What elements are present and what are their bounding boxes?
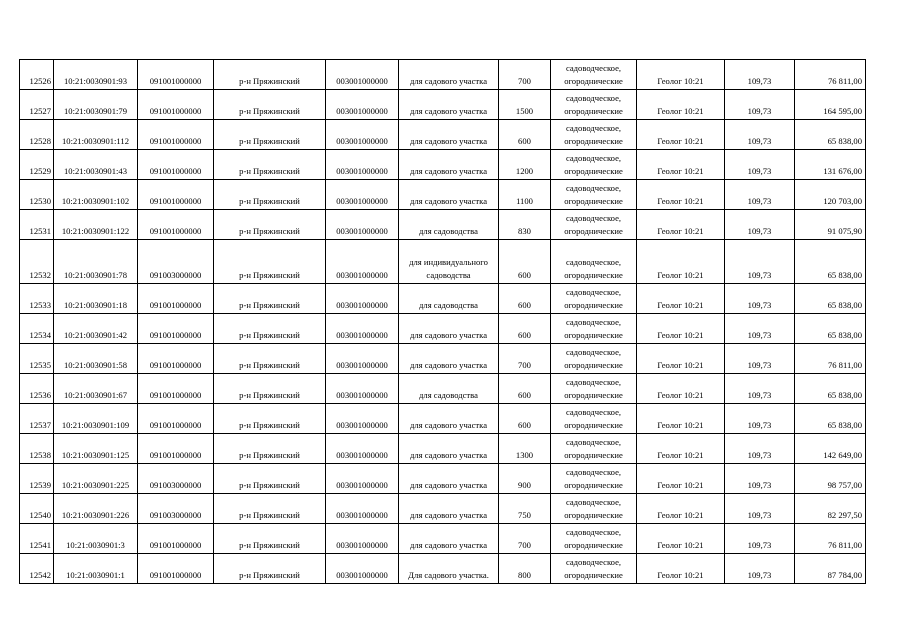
oktmo-code: 003001000000 (326, 314, 399, 344)
area: 1200 (499, 150, 551, 180)
district: р-н Пряжинский (214, 344, 326, 374)
oktmo-code: 003001000000 (326, 434, 399, 464)
table-row (20, 344, 866, 374)
land-category: садоводческое, огороднические (551, 240, 637, 284)
district: р-н Пряжинский (214, 554, 326, 584)
cadastral-value: 82 297,50 (795, 494, 866, 524)
record-number: 12529 (20, 150, 54, 180)
land-category: садоводческое, огороднические (551, 314, 637, 344)
valuation-zone: Геолог 10:21 (637, 524, 725, 554)
specific-value: 109,73 (725, 60, 795, 90)
cadastral-value: 164 595,00 (795, 90, 866, 120)
cadastral-number: 10:21:0030901:58 (54, 344, 138, 374)
table-row (20, 210, 866, 240)
cadastral-value: 65 838,00 (795, 240, 866, 284)
table-row (20, 240, 866, 284)
land-category: садоводческое, огороднические (551, 524, 637, 554)
record-number: 12535 (20, 344, 54, 374)
valuation-zone: Геолог 10:21 (637, 210, 725, 240)
record-number: 12532 (20, 240, 54, 284)
okato-code: 091001000000 (138, 120, 214, 150)
area: 700 (499, 524, 551, 554)
cadastral-number: 10:21:0030901:79 (54, 90, 138, 120)
specific-value: 109,73 (725, 284, 795, 314)
valuation-zone: Геолог 10:21 (637, 464, 725, 494)
land-category: садоводческое, огороднические (551, 494, 637, 524)
table-row (20, 404, 866, 434)
table-row (20, 554, 866, 584)
land-category: садоводческое, огороднические (551, 434, 637, 464)
record-number: 12527 (20, 90, 54, 120)
oktmo-code: 003001000000 (326, 60, 399, 90)
cadastral-value: 65 838,00 (795, 314, 866, 344)
specific-value: 109,73 (725, 120, 795, 150)
land-category: садоводческое, огороднические (551, 344, 637, 374)
district: р-н Пряжинский (214, 60, 326, 90)
area: 600 (499, 404, 551, 434)
table-row (20, 60, 866, 90)
area: 600 (499, 374, 551, 404)
land-category: садоводческое, огороднические (551, 90, 637, 120)
area: 600 (499, 314, 551, 344)
cadastral-value: 98 757,00 (795, 464, 866, 494)
land-category: садоводческое, огороднические (551, 464, 637, 494)
district: р-н Пряжинский (214, 314, 326, 344)
district: р-н Пряжинский (214, 90, 326, 120)
area: 700 (499, 344, 551, 374)
area: 700 (499, 60, 551, 90)
permitted-use: для садового участка (399, 434, 499, 464)
valuation-zone: Геолог 10:21 (637, 314, 725, 344)
cadastral-number: 10:21:0030901:226 (54, 494, 138, 524)
valuation-zone: Геолог 10:21 (637, 344, 725, 374)
district: р-н Пряжинский (214, 524, 326, 554)
record-number: 12533 (20, 284, 54, 314)
specific-value: 109,73 (725, 210, 795, 240)
valuation-zone: Геолог 10:21 (637, 554, 725, 584)
land-category: садоводческое, огороднические (551, 554, 637, 584)
district: р-н Пряжинский (214, 404, 326, 434)
cadastral-value: 76 811,00 (795, 524, 866, 554)
permitted-use: для садоводства (399, 210, 499, 240)
land-category: садоводческое, огороднические (551, 150, 637, 180)
district: р-н Пряжинский (214, 240, 326, 284)
okato-code: 091003000000 (138, 464, 214, 494)
valuation-zone: Геолог 10:21 (637, 404, 725, 434)
specific-value: 109,73 (725, 524, 795, 554)
specific-value: 109,73 (725, 344, 795, 374)
specific-value: 109,73 (725, 180, 795, 210)
okato-code: 091001000000 (138, 554, 214, 584)
valuation-zone: Геолог 10:21 (637, 240, 725, 284)
record-number: 12538 (20, 434, 54, 464)
okato-code: 091001000000 (138, 284, 214, 314)
permitted-use: для садового участка (399, 314, 499, 344)
specific-value: 109,73 (725, 374, 795, 404)
permitted-use: для садового участка (399, 150, 499, 180)
okato-code: 091001000000 (138, 404, 214, 434)
land-category: садоводческое, огороднические (551, 284, 637, 314)
record-number: 12540 (20, 494, 54, 524)
okato-code: 091001000000 (138, 150, 214, 180)
district: р-н Пряжинский (214, 120, 326, 150)
area: 600 (499, 120, 551, 150)
district: р-н Пряжинский (214, 494, 326, 524)
cadastral-value: 91 075,90 (795, 210, 866, 240)
record-number: 12526 (20, 60, 54, 90)
oktmo-code: 003001000000 (326, 464, 399, 494)
specific-value: 109,73 (725, 240, 795, 284)
cadastral-value: 65 838,00 (795, 120, 866, 150)
district: р-н Пряжинский (214, 150, 326, 180)
oktmo-code: 003001000000 (326, 284, 399, 314)
okato-code: 091001000000 (138, 314, 214, 344)
table-row (20, 120, 866, 150)
district: р-н Пряжинский (214, 434, 326, 464)
oktmo-code: 003001000000 (326, 554, 399, 584)
okato-code: 091001000000 (138, 524, 214, 554)
area: 1300 (499, 434, 551, 464)
table-row (20, 524, 866, 554)
cadastral-number: 10:21:0030901:109 (54, 404, 138, 434)
cadastral-number: 10:21:0030901:225 (54, 464, 138, 494)
area: 750 (499, 494, 551, 524)
oktmo-code: 003001000000 (326, 494, 399, 524)
cadastral-value: 65 838,00 (795, 404, 866, 434)
valuation-zone: Геолог 10:21 (637, 494, 725, 524)
okato-code: 091001000000 (138, 434, 214, 464)
district: р-н Пряжинский (214, 374, 326, 404)
oktmo-code: 003001000000 (326, 240, 399, 284)
permitted-use: для садового участка (399, 120, 499, 150)
record-number: 12536 (20, 374, 54, 404)
permitted-use: для садового участка (399, 464, 499, 494)
district: р-н Пряжинский (214, 180, 326, 210)
okato-code: 091001000000 (138, 210, 214, 240)
cadastral-number: 10:21:0030901:125 (54, 434, 138, 464)
record-number: 12541 (20, 524, 54, 554)
area: 830 (499, 210, 551, 240)
valuation-zone: Геолог 10:21 (637, 90, 725, 120)
okato-code: 091003000000 (138, 240, 214, 284)
valuation-zone: Геолог 10:21 (637, 60, 725, 90)
okato-code: 091001000000 (138, 180, 214, 210)
land-category: садоводческое, огороднические (551, 374, 637, 404)
land-category: садоводческое, огороднические (551, 180, 637, 210)
cadastral-number: 10:21:0030901:122 (54, 210, 138, 240)
table-row (20, 150, 866, 180)
area: 600 (499, 240, 551, 284)
specific-value: 109,73 (725, 90, 795, 120)
district: р-н Пряжинский (214, 464, 326, 494)
table-row (20, 284, 866, 314)
table-row (20, 494, 866, 524)
valuation-zone: Геолог 10:21 (637, 434, 725, 464)
cadastral-value-table (19, 59, 866, 584)
permitted-use: для садового участка (399, 494, 499, 524)
cadastral-value: 142 649,00 (795, 434, 866, 464)
cadastral-value: 65 838,00 (795, 374, 866, 404)
permitted-use: для садового участка (399, 180, 499, 210)
cadastral-number: 10:21:0030901:3 (54, 524, 138, 554)
table-row (20, 434, 866, 464)
record-number: 12534 (20, 314, 54, 344)
valuation-zone: Геолог 10:21 (637, 120, 725, 150)
permitted-use: для садоводства (399, 374, 499, 404)
cadastral-value: 120 703,00 (795, 180, 866, 210)
oktmo-code: 003001000000 (326, 90, 399, 120)
oktmo-code: 003001000000 (326, 210, 399, 240)
oktmo-code: 003001000000 (326, 180, 399, 210)
oktmo-code: 003001000000 (326, 524, 399, 554)
record-number: 12539 (20, 464, 54, 494)
specific-value: 109,73 (725, 150, 795, 180)
permitted-use: для садового участка (399, 90, 499, 120)
district: р-н Пряжинский (214, 210, 326, 240)
table-row (20, 374, 866, 404)
land-category: садоводческое, огороднические (551, 120, 637, 150)
oktmo-code: 003001000000 (326, 150, 399, 180)
cadastral-number: 10:21:0030901:67 (54, 374, 138, 404)
cadastral-number: 10:21:0030901:78 (54, 240, 138, 284)
okato-code: 091001000000 (138, 60, 214, 90)
record-number: 12542 (20, 554, 54, 584)
oktmo-code: 003001000000 (326, 374, 399, 404)
specific-value: 109,73 (725, 494, 795, 524)
permitted-use: для садового участка (399, 60, 499, 90)
table-row (20, 90, 866, 120)
land-category: садоводческое, огороднические (551, 404, 637, 434)
cadastral-value: 76 811,00 (795, 60, 866, 90)
cadastral-value: 131 676,00 (795, 150, 866, 180)
record-number: 12528 (20, 120, 54, 150)
oktmo-code: 003001000000 (326, 120, 399, 150)
area: 1500 (499, 90, 551, 120)
area: 1100 (499, 180, 551, 210)
specific-value: 109,73 (725, 314, 795, 344)
specific-value: 109,73 (725, 554, 795, 584)
area: 600 (499, 284, 551, 314)
valuation-zone: Геолог 10:21 (637, 284, 725, 314)
cadastral-number: 10:21:0030901:1 (54, 554, 138, 584)
area: 800 (499, 554, 551, 584)
permitted-use: для садового участка (399, 524, 499, 554)
valuation-zone: Геолог 10:21 (637, 150, 725, 180)
cadastral-value: 65 838,00 (795, 284, 866, 314)
record-number: 12530 (20, 180, 54, 210)
valuation-zone: Геолог 10:21 (637, 180, 725, 210)
record-number: 12531 (20, 210, 54, 240)
okato-code: 091001000000 (138, 374, 214, 404)
table-row (20, 314, 866, 344)
cadastral-value: 87 784,00 (795, 554, 866, 584)
cadastral-number: 10:21:0030901:102 (54, 180, 138, 210)
permitted-use: для садового участка (399, 404, 499, 434)
specific-value: 109,73 (725, 404, 795, 434)
permitted-use: для индивидуального садоводства (399, 240, 499, 284)
cadastral-number: 10:21:0030901:112 (54, 120, 138, 150)
specific-value: 109,73 (725, 434, 795, 464)
oktmo-code: 003001000000 (326, 404, 399, 434)
cadastral-number: 10:21:0030901:42 (54, 314, 138, 344)
district: р-н Пряжинский (214, 284, 326, 314)
permitted-use: для садового участка (399, 344, 499, 374)
okato-code: 091001000000 (138, 344, 214, 374)
cadastral-number: 10:21:0030901:93 (54, 60, 138, 90)
land-category: садоводческое, огороднические (551, 210, 637, 240)
land-category: садоводческое, огороднические (551, 60, 637, 90)
cadastral-number: 10:21:0030901:18 (54, 284, 138, 314)
permitted-use: Для садового участка. (399, 554, 499, 584)
okato-code: 091001000000 (138, 90, 214, 120)
cadastral-value: 76 811,00 (795, 344, 866, 374)
table-row (20, 464, 866, 494)
cadastral-number: 10:21:0030901:43 (54, 150, 138, 180)
permitted-use: для садоводства (399, 284, 499, 314)
table-row (20, 180, 866, 210)
specific-value: 109,73 (725, 464, 795, 494)
record-number: 12537 (20, 404, 54, 434)
area: 900 (499, 464, 551, 494)
oktmo-code: 003001000000 (326, 344, 399, 374)
valuation-zone: Геолог 10:21 (637, 374, 725, 404)
okato-code: 091003000000 (138, 494, 214, 524)
